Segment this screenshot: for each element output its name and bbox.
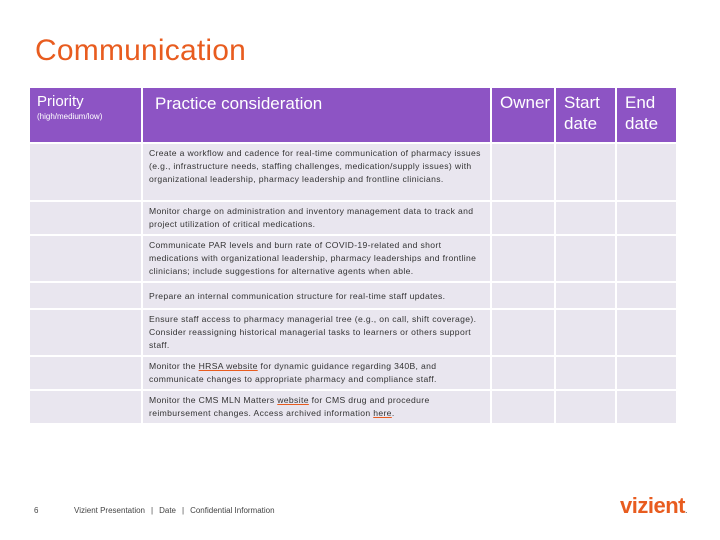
header-priority: Priority (high/medium/low) — [30, 88, 142, 143]
practice-cell: Monitor charge on administration and inventory management data to track and project utilization of critical medications. — [142, 201, 491, 235]
start-date-cell[interactable] — [555, 309, 616, 356]
footer-presentation: Vizient Presentation — [74, 506, 146, 515]
end-date-cell[interactable] — [616, 309, 677, 356]
communication-table — [30, 88, 678, 425]
priority-cell[interactable] — [30, 235, 142, 282]
header-start-date: Start date — [555, 88, 616, 143]
footer-text — [74, 506, 275, 515]
footer-confidential: Confidential Information — [190, 506, 275, 515]
start-date-cell[interactable] — [555, 235, 616, 282]
hrsa-website-link[interactable]: HRSA website — [198, 361, 258, 371]
table-row — [30, 309, 677, 356]
end-date-cell[interactable] — [616, 201, 677, 235]
footer-date: Date — [159, 506, 176, 515]
footer-separator: | — [151, 506, 154, 515]
owner-cell[interactable] — [491, 390, 555, 424]
owner-cell[interactable] — [491, 282, 555, 309]
practice-cell: Monitor the HRSA website for dynamic guidance regarding 340B, and communicate changes to appropriate pharmacy and compliance staff. — [142, 356, 491, 390]
owner-cell[interactable] — [491, 235, 555, 282]
owner-cell[interactable] — [491, 309, 555, 356]
vizient-logo — [620, 493, 687, 519]
priority-cell[interactable] — [30, 356, 142, 390]
cms-website-link[interactable]: website — [277, 395, 309, 405]
start-date-cell[interactable] — [555, 201, 616, 235]
priority-cell[interactable] — [30, 201, 142, 235]
practice-cell: Create a workflow and cadence for real-time communication of pharmacy issues (e.g., infrastructure needs, staffing challenges, medication/supply issues) with organizational leadership, pharmacy leadership and frontline clinicians. — [142, 143, 491, 201]
archived-info-link[interactable]: here — [373, 408, 392, 418]
start-date-cell[interactable] — [555, 356, 616, 390]
table-header-row — [30, 88, 677, 143]
page-number: 6 — [34, 506, 39, 515]
logo-mark: . — [684, 505, 687, 515]
table-row — [30, 356, 677, 390]
practice-cell: Communicate PAR levels and burn rate of COVID-19-related and short medications with organizational leadership, pharmacy leaderships and frontline clinicians; include suggestions for alternative agents when able. — [142, 235, 491, 282]
owner-cell[interactable] — [491, 201, 555, 235]
header-practice: Practice consideration — [142, 88, 491, 143]
end-date-cell[interactable] — [616, 390, 677, 424]
end-date-cell[interactable] — [616, 235, 677, 282]
table-row — [30, 390, 677, 424]
end-date-cell[interactable] — [616, 356, 677, 390]
header-end-date: End date — [616, 88, 677, 143]
practice-cell: Monitor the CMS MLN Matters website for CMS drug and procedure reimbursement changes. Access archived information here. — [142, 390, 491, 424]
practice-cell: Prepare an internal communication structure for real-time staff updates. — [142, 282, 491, 309]
practice-cell: Ensure staff access to pharmacy managerial tree (e.g., on call, shift coverage). Consider reassigning historical managerial tasks to learners or others support staff. — [142, 309, 491, 356]
start-date-cell[interactable] — [555, 390, 616, 424]
start-date-cell[interactable] — [555, 282, 616, 309]
start-date-cell[interactable] — [555, 143, 616, 201]
end-date-cell[interactable] — [616, 282, 677, 309]
priority-cell[interactable] — [30, 309, 142, 356]
table-row — [30, 235, 677, 282]
end-date-cell[interactable] — [616, 143, 677, 201]
priority-cell[interactable] — [30, 282, 142, 309]
owner-cell[interactable] — [491, 143, 555, 201]
footer-separator: | — [182, 506, 185, 515]
table-row — [30, 143, 677, 201]
priority-cell[interactable] — [30, 143, 142, 201]
header-owner: Owner — [491, 88, 555, 143]
page-title: Communication — [35, 34, 247, 67]
table-row — [30, 201, 677, 235]
table-row — [30, 282, 677, 309]
header-priority-sub: (high/medium/low) — [37, 112, 103, 121]
priority-cell[interactable] — [30, 390, 142, 424]
logo-text: vizient — [620, 493, 685, 518]
owner-cell[interactable] — [491, 356, 555, 390]
